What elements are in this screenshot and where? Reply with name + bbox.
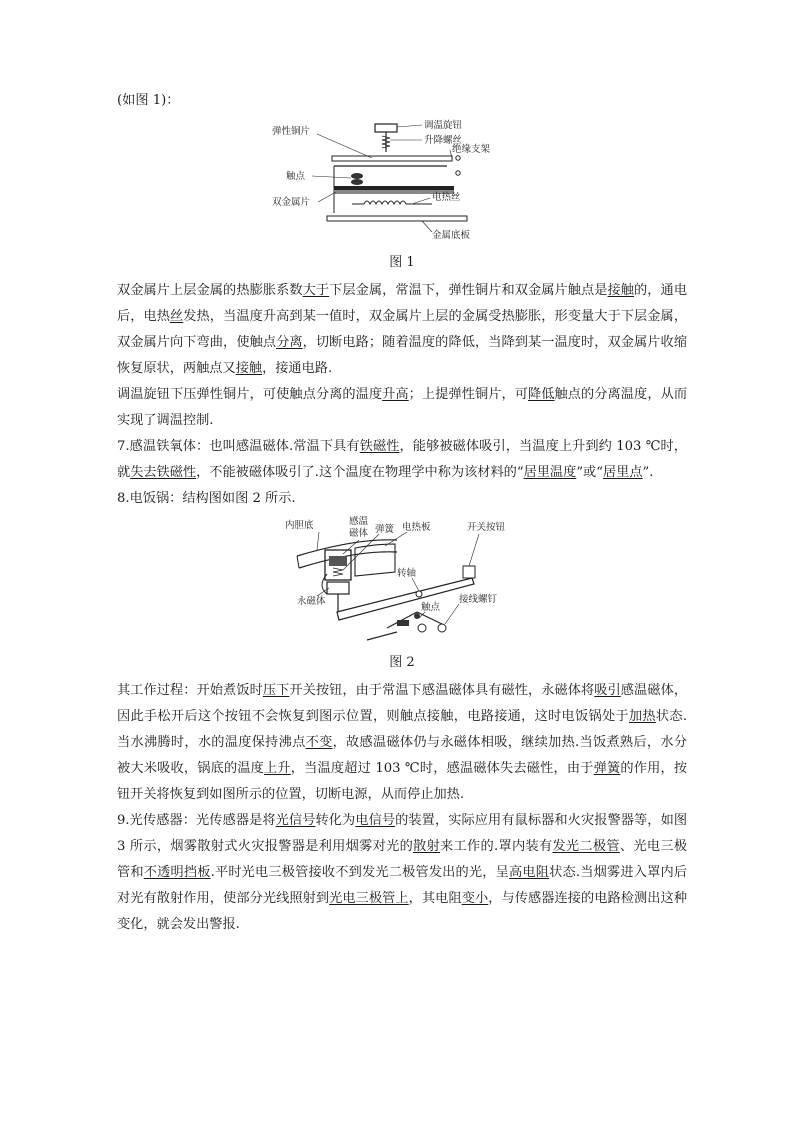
document-page <box>117 88 687 938</box>
label-switch: 开关按钮 <box>467 522 506 533</box>
label-wire-screw: 接线螺钉 <box>459 594 498 605</box>
rice-cooker-diagram <box>267 516 537 652</box>
label-contact-2: 触点 <box>421 602 441 613</box>
label-inner-pot: 内胆底 <box>285 520 314 531</box>
thermostat-diagram <box>272 118 532 252</box>
paragraph-working-process: 其工作过程：开始煮饭时压下开关按钮，由于常温下感温磁体具有磁性，永磁体将吸引感温磁体，因此手松开后这个按钮不会恢复到图示位置，则触点接触，电路接通，这时电饭锅处于加热状态.当水沸腾时，水的温度保持沸点不变，故感温磁体仍与永磁体相吸，继续加热.当饭煮熟后，水分被大米吸收，锅底的温度上升，当温度超过 103 ℃时，感温磁体失去磁性，由于弹簧的作用，按钮开关将恢复到如图所示的位置，切断电源，从而停止加热. <box>117 683 688 802</box>
label-base: 金属底板 <box>432 230 471 241</box>
label-bimetal: 双金属片 <box>272 197 311 208</box>
label-copper: 弹性铜片 <box>272 126 311 137</box>
paragraph-knob: 调温旋钮下压弹性铜片，可使触点分离的温度升高；上提弹性铜片，可降低触点的分离温度，从而实现了调温控制. <box>117 387 688 428</box>
paragraph-ferrite: 7.感温铁氧体：也叫感温磁体.常温下具有铁磁性，能够被磁体吸引，当温度上升到约 103 ℃时，就失去铁磁性，不能被磁体吸引了.这个温度在物理学中称为该材料的“居里温度”或“居里点”. <box>117 439 687 480</box>
label-sensor-2: 磁体 <box>349 528 369 539</box>
label-magnet: 永磁体 <box>297 596 326 607</box>
label-heater: 电热丝 <box>432 192 461 203</box>
figure-2-caption: 图 2 <box>389 655 415 670</box>
label-sensor-1: 感温 <box>349 516 369 527</box>
paragraph-bimetal: 双金属片上层金属的热膨胀系数大于下层金属，常温下，弹性铜片和双金属片触点是接触的，通电后，电热丝发热，当温度升高到某一值时，双金属片上层的金属受热膨胀，形变量大于下层金属，双金属片向下弯曲，使触点分离，切断电路；随着温度的降低，当降到某一温度时，双金属片收缩恢复原状，两触点又接触，接通电路. <box>117 283 688 376</box>
paragraph-rice-cooker: 8.电饭锅：结构图如图 2 所示. <box>117 491 296 506</box>
label-heat-plate: 电热板 <box>402 522 431 533</box>
label-knob: 调温旋钮 <box>424 120 463 131</box>
figure-1 <box>272 118 532 274</box>
figure-1-caption: 图 1 <box>389 255 415 270</box>
label-spring: 弹簧 <box>375 524 395 535</box>
label-screw: 升降螺丝 <box>424 135 463 146</box>
label-axis: 转轴 <box>397 568 417 579</box>
label-contact: 触点 <box>286 171 306 182</box>
intro-line: (如图 1)： <box>117 93 180 108</box>
label-support: 绝缘支架 <box>452 144 491 155</box>
paragraph-light-sensor: 9.光传感器：光传感器是将光信号转化为电信号的装置，实际应用有鼠标器和火灾报警器等，如图 3 所示，烟雾散射式火灾报警器是利用烟雾对光的散射来工作的.罩内装有发光二极管、光电三极管和不透明挡板.平时光电三极管接收不到发光二极管发出的光，呈高电阻状态.当烟雾进入罩内后对光有散射作用，使部分光线照射到光电三极管上，其电阻变小，与传感器连接的电路检测出这种变化，就会发出警报. <box>117 813 688 932</box>
figure-2 <box>267 516 537 674</box>
